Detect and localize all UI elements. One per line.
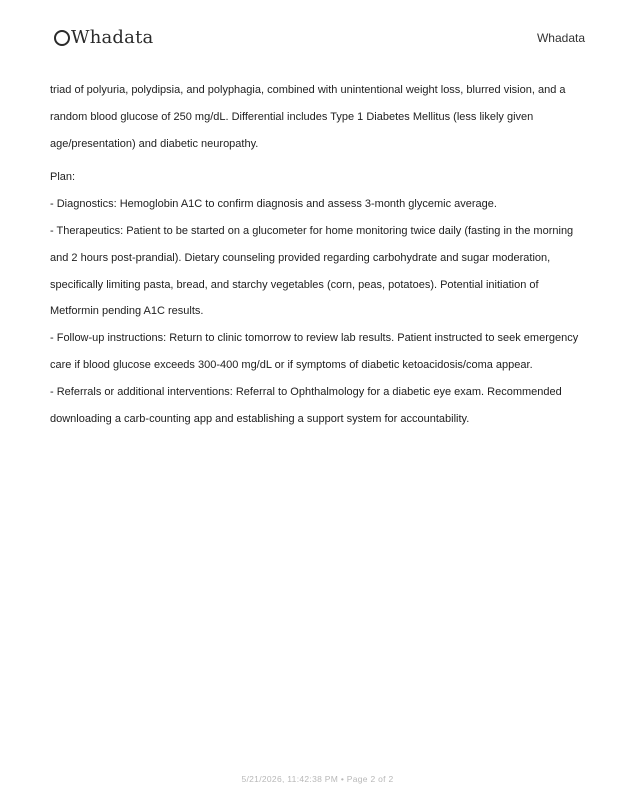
logo-ring-icon: [54, 30, 70, 46]
plan-item-diagnostics: - Diagnostics: Hemoglobin A1C to confirm diagnosis and assess 3-month glycemic average.: [50, 198, 497, 211]
header-brand-label: Whadata: [536, 31, 585, 45]
plan-heading: Plan:: [50, 171, 76, 184]
plan-item-follow-up: - Follow-up instructions: Return to clinic tomorrow to review lab results. Patient instructed to seek emergency care if blood glucose exceeds 300-400 mg/dL or if symptoms of diabetic ketoacidosis/coma appear.: [50, 332, 579, 371]
plan-item-referrals: - Referrals or additional interventions: Referral to Ophthalmology for a diabetic eye exam. Recommended downloading a carb-counting app and establishing a support system for accountability.: [50, 385, 562, 425]
whadata-logo: [54, 26, 153, 50]
document-body: [50, 77, 590, 432]
page-footer: 5/21/2026, 11:42:38 PM • Page 2 of 2: [241, 774, 394, 784]
page-header: [0, 0, 635, 70]
logo-text: Whadata: [71, 27, 154, 48]
assessment-paragraph: triad of polyuria, polydipsia, and polyphagia, combined with unintentional weight loss, blurred vision, and a random blood glucose of 250 mg/dL. Differential includes Type 1 Diabetes Mellitus (less likely given age/presentation) and diabetic neuropathy.: [50, 84, 566, 150]
plan-item-therapeutics: - Therapeutics: Patient to be started on a glucometer for home monitoring twice daily (fasting in the morning and 2 hours post-prandial). Dietary counseling provided regarding carbohydrate and sugar moderation, specifically limiting pasta, bread, and starchy vegetables (corn, peas, potatoes). Potential initiation of Metformin pending A1C results.: [50, 224, 574, 318]
